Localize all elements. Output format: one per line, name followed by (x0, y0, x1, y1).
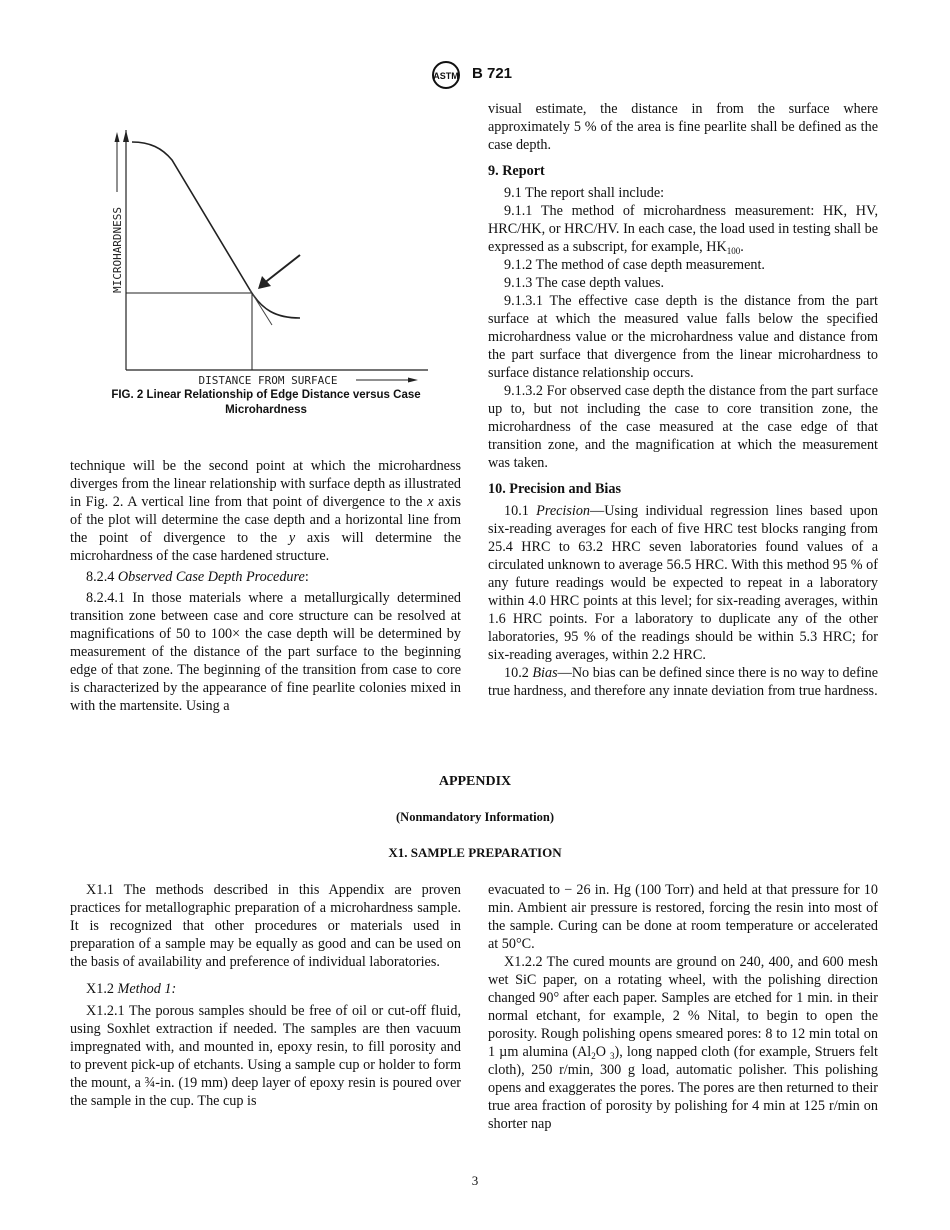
section-number: 10.1 (504, 503, 529, 519)
left-column (70, 457, 461, 715)
y-axis-label: MICROHARDNESS (111, 206, 124, 294)
paragraph-10-1 (488, 502, 878, 664)
section-number: 8.2.4 (86, 569, 115, 585)
figure-caption-line2: Microhardness (225, 404, 307, 416)
paragraph-9-1-1 (488, 202, 878, 256)
logo-text: ASTM (433, 71, 459, 81)
text-run: X1.2.2 The cured mounts are ground on 240, 400, and 600 mesh wet SiC paper, on a rotating wheel, with the polishing direction changed 90° after each paper. Samples are etched for 1 min. in their normal etchant, for example, 2 % Nital, to begin to open the porosity. Rough polishing opens smeared pores: 8 to 12 min total on 1 µm alumina (Al (488, 954, 878, 1060)
appendix-title: APPENDIX (438, 774, 512, 789)
x-axis-label: DISTANCE FROM SURFACE (198, 374, 338, 387)
text-run: —Using individual regression lines based upon six-reading averages for each of five HRC test blocks ranging from 25.4 HRC to 63.2 HRC seven laboratories found values of a circulated unknown to average 56.5 HRC. With this method 95 % of any future readings would be expected to repeat in a laboratory within 4.0 HRC points at this level; for six-reading averages, within 1.6 HRC points. For a laboratory to duplicate any of the other laboratories, 95 % of the readings should be within 5.3 HRC; for six-reading averages, within 2.2 HRC. (488, 503, 879, 663)
section-title: Precision (536, 503, 591, 519)
divergence-pointer-arrowhead (258, 276, 271, 289)
subscript: 100 (726, 246, 741, 256)
section-number: 10.2 (504, 665, 529, 681)
section-title: Bias (532, 665, 558, 681)
hardness-curve (132, 142, 300, 318)
paragraph-x1-2-2 (488, 953, 878, 1133)
appendix-right-column (488, 881, 878, 1133)
divergence-pointer (263, 255, 300, 284)
section-title: Observed Case Depth Procedure (117, 569, 305, 585)
text-run: ), long napped cloth (for example, Struers felt cloth), 250 r/min, 300 g load, automatic polisher. This polishing opens and exaggerates the pores. The pores are then returned to their true area fraction of porosity by polishing for 4 min at 125 r/min on shorter nap (488, 1044, 878, 1132)
appendix-section-title: X1. SAMPLE PREPARATION (388, 845, 562, 860)
text-run: . (740, 239, 744, 255)
paragraph-8-2-4-1: 8.2.4.1 In those materials where a metallurgically determined transition zone between case and core structure can be resolved at magnifications of 50 to 100× the case depth will be determined by measurement of the distance of the part surface to the beginning edge of that zone. The beginning of the transition from case to core is characterized by the appearance of fine pearlite colonies mixed in with the martensite. Using a (70, 590, 461, 714)
subscript: 2 (591, 1051, 596, 1061)
figure-caption-line1: FIG. 2 Linear Relationship of Edge Distance versus Case (111, 389, 421, 401)
heading-precision-bias: 10. Precision and Bias (488, 481, 621, 497)
section-8-2-4: 8.2.4 Observed Case Depth Procedure: (86, 569, 309, 585)
right-column (488, 100, 878, 700)
paragraph-8-2-4-1-cont: visual estimate, the distance in from the surface where approximately 5 % of the area is fine pearlite shall be defined as the case depth. (488, 101, 878, 153)
paragraph-8-2-3-cont (70, 457, 461, 565)
paragraph-9-1: 9.1 The report shall include: (504, 185, 665, 201)
text-run: axis will determine the microhardness of the case hardened structure. (70, 530, 461, 564)
text-run: axis of the plot will determine the case depth and a horizontal line from the point of divergence to the (70, 494, 462, 546)
y-axis-arrowhead (123, 130, 129, 142)
appendix-left-column (70, 881, 461, 1110)
paragraph-9-1-2: 9.1.2 The method of case depth measurement. (504, 257, 765, 273)
figure-caption (86, 388, 446, 418)
subscript: 3 (610, 1051, 615, 1061)
y-variable: y (288, 530, 296, 546)
text-run: technique will be the second point at which the microhardness diverges from the linear relationship with surface depth as illustrated in Fig. 2. A vertical line from that point of divergence to the (70, 458, 461, 510)
linear-extension (250, 290, 272, 325)
paragraph-9-1-3-1: 9.1.3.1 The effective case depth is the distance from the part surface at which the measured value falls below the specified microhardness value or the microhardness value and distance from the part surface that divergence from the linear microhardness to surface distance relationship occurs. (488, 293, 878, 381)
section-title: Method 1: (117, 981, 177, 997)
astm-logo-icon (428, 60, 464, 90)
appendix-subtitle: (Nonmandatory Information) (396, 810, 554, 824)
heading-report: 9. Report (488, 163, 545, 179)
y-label-arrowhead (115, 132, 120, 142)
paragraph-9-1-3: 9.1.3 The case depth values. (504, 275, 665, 291)
section-number: X1.2 (86, 981, 114, 997)
paragraph-x1-2-1-cont: evacuated to − 26 in. Hg (100 Torr) and held at that pressure for 10 min. Ambient air pressure is restored, forcing the resin into most of the sample. Curing can be done at room temperature or accelerated at 50°C. (488, 882, 878, 952)
x-label-arrowhead (408, 378, 418, 383)
text-run: —No bias can be defined since there is no way to define true hardness, and therefore any innate deviation from true hardness. (488, 665, 879, 699)
text-run: O (595, 1044, 606, 1060)
paragraph-9-1-3-2: 9.1.3.2 For observed case depth the distance from the part surface up to, but not including the case to core transition zone, the microhardness of the case measured at the case edge of that transition zone, and the magnification at which the measurement was taken. (488, 383, 878, 471)
paragraph-x1-2 (70, 980, 461, 998)
standard-designation: B 721 (472, 65, 513, 82)
page-number: 3 (471, 1173, 479, 1188)
paragraph-x1-2-1: X1.2.1 The porous samples should be free of oil or cut-off fluid, using Soxhlet extraction if needed. The samples are then vacuum impregnated with, and mounted in, epoxy resin, to fill porosity and to prevent pick-up of etchants. Using a sample cup or holder to form the mount, a ¾-in. (19 mm) deep layer of epoxy resin is poured over the sample in the cup. The cup is (70, 1003, 461, 1109)
text-run: 9.1.1 The method of microhardness measurement: HK, HV, HRC/HK, or HRC/HV. In each case, the load used in testing shall be expressed as a subscript, for example, HK (488, 203, 878, 255)
figure-2-plot (100, 100, 440, 390)
x-variable: x (427, 494, 434, 510)
paragraph-10-2 (488, 664, 878, 700)
paragraph-x1-1: X1.1 The methods described in this Appendix are proven practices for metallographic preparation of a microhardness sample. It is recognized that other procedures or materials used in preparation of a sample may be equally as good and can be used on the basis of availability and preference of individual laboratories. (70, 882, 461, 970)
